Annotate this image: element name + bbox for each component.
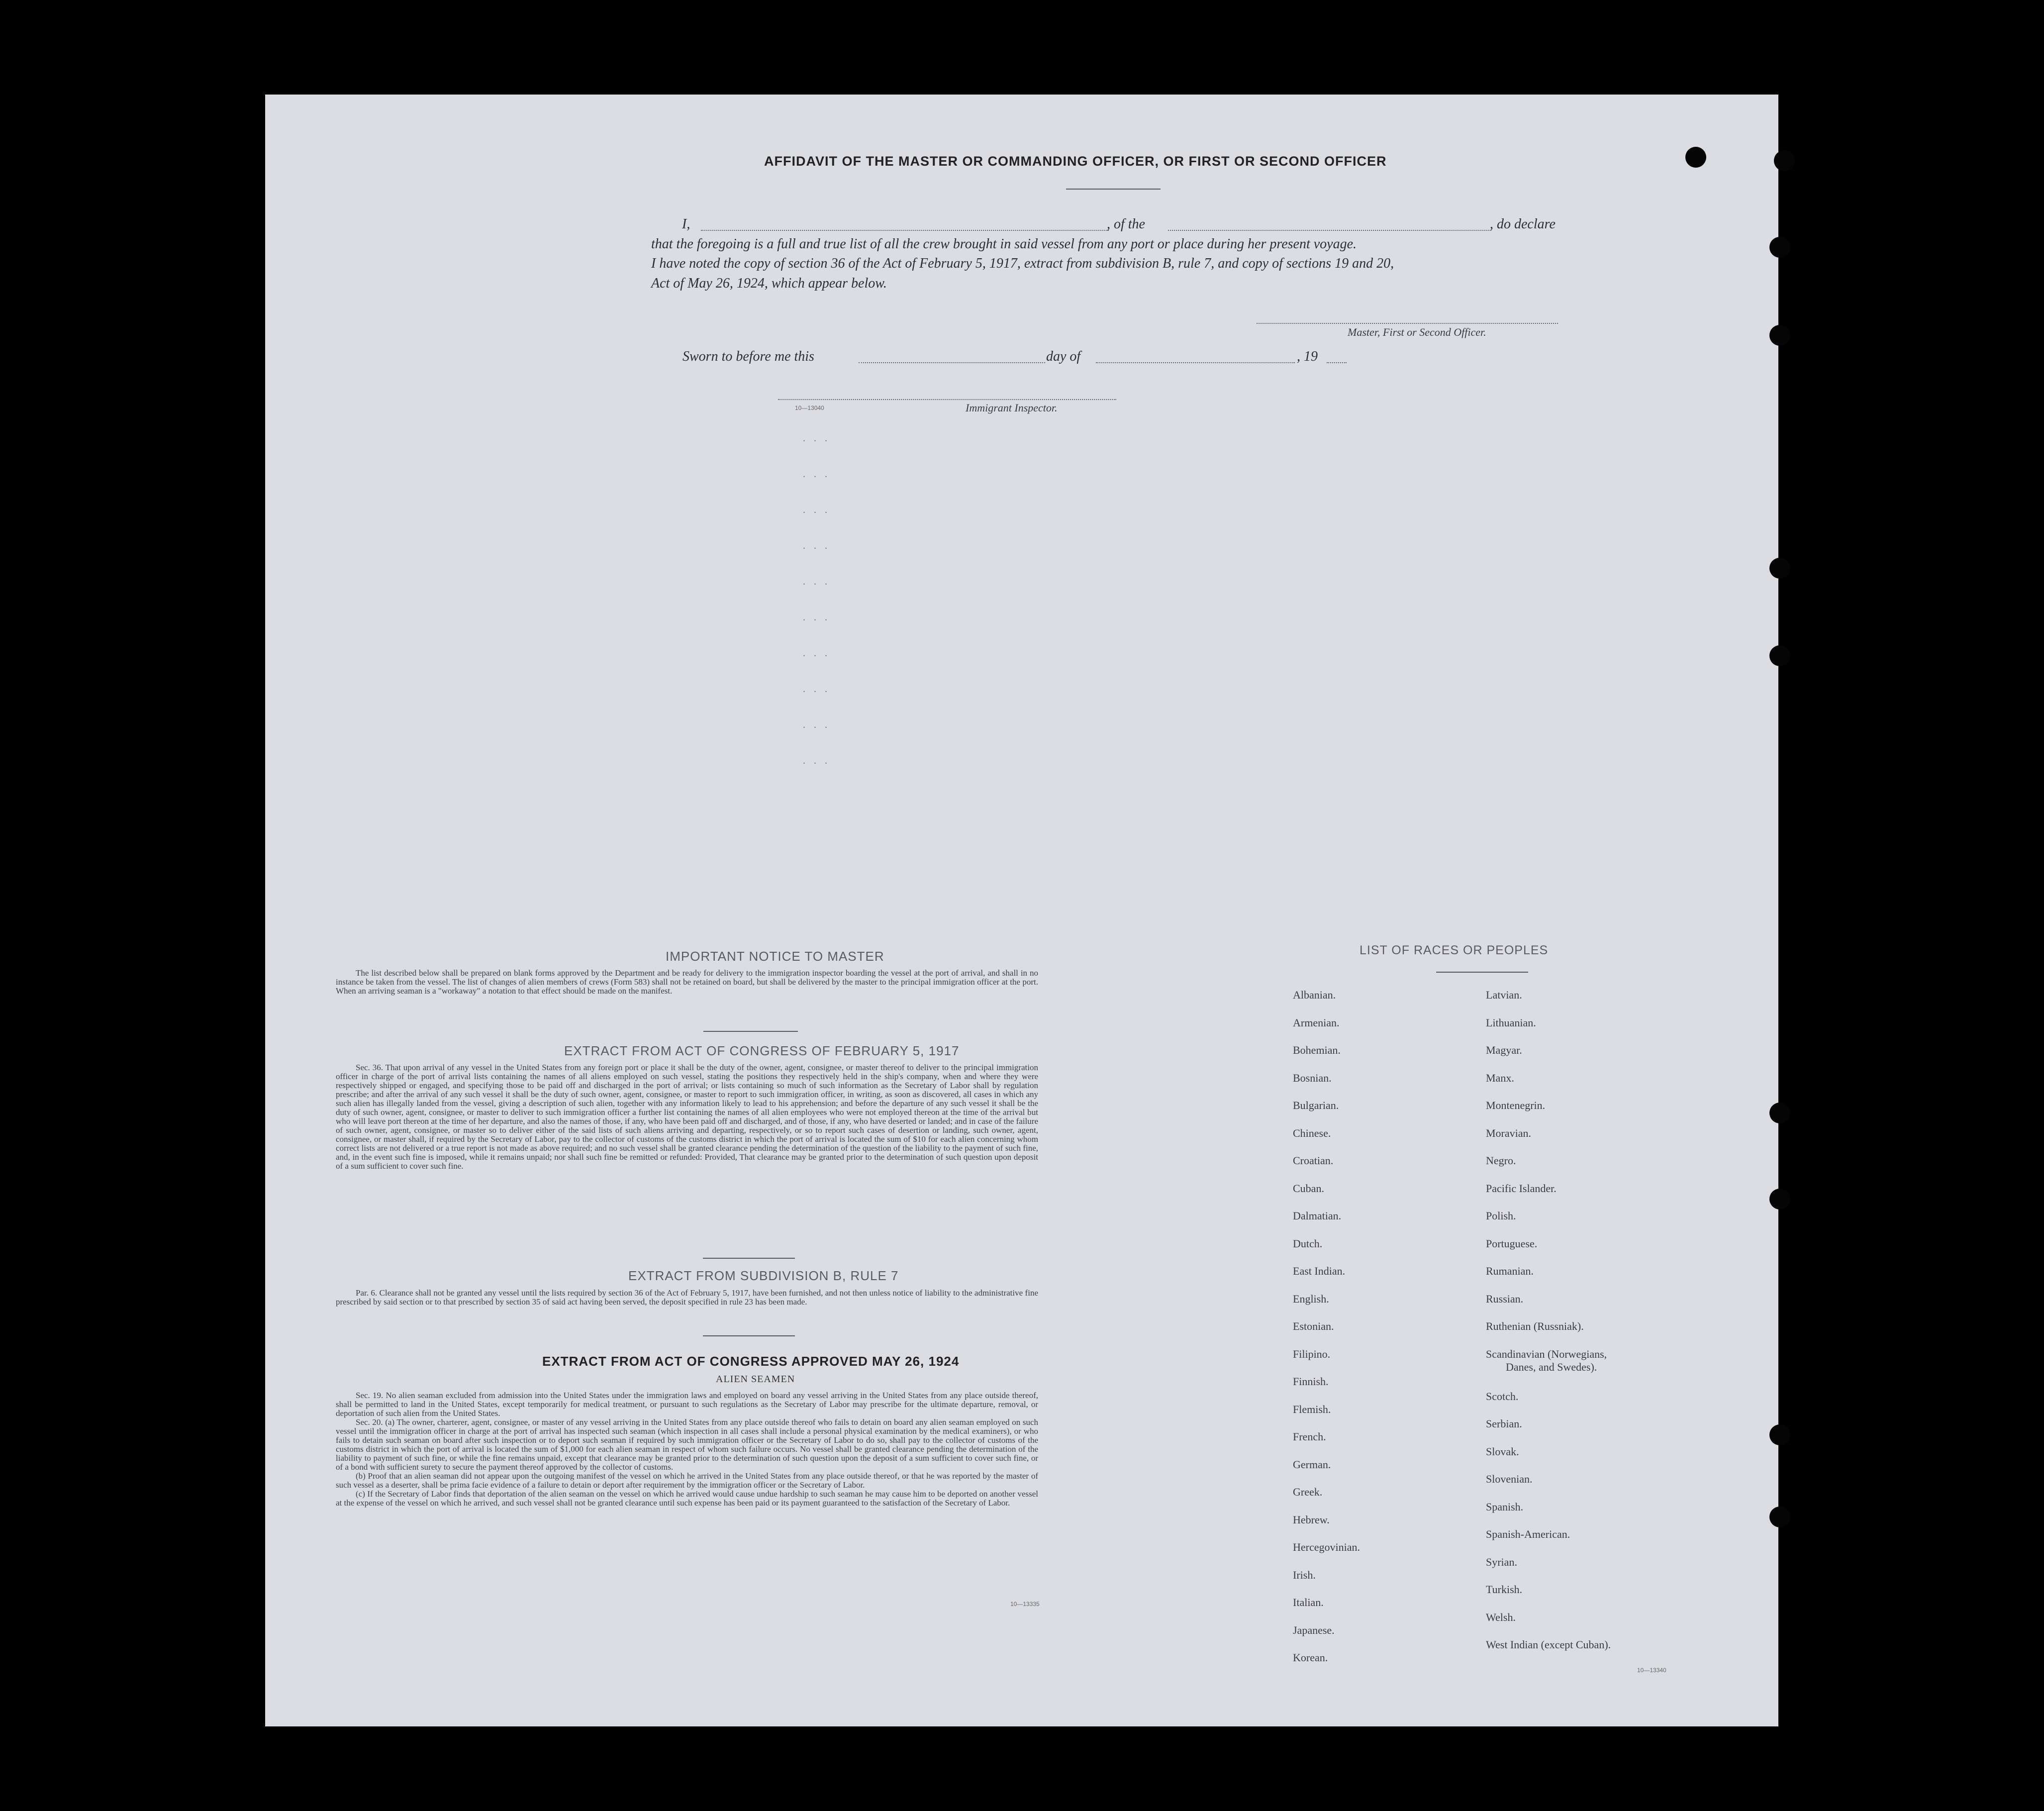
faint-dot-column: . . . . . . . . . . . . . . . . . . . . . . . . . . . . . . (803, 433, 830, 766)
race-item: Russian. (1486, 1292, 1524, 1305)
inspector-label: Immigrant Inspector. (966, 402, 1058, 414)
race-item: Croatian. (1293, 1154, 1334, 1167)
subdivision-b-text (336, 1289, 1038, 1307)
affidavit-title: AFFIDAVIT OF THE MASTER OR COMMANDING OFFICER, OR FIRST OR SECOND OFFICER (764, 154, 1387, 169)
race-item: Bosnian. (1293, 1071, 1332, 1084)
race-item: Portuguese. (1486, 1237, 1538, 1250)
scandinavian-line-1: Scandinavian (Norwegians, (1486, 1347, 1607, 1360)
extract-1917-paragraph: Sec. 36. That upon arrival of any vessel in the United States from any foreign port or place it shall be the duty of the owner, agent, consignee, or master thereof to deliver to the principal immigration officer in charge of the port of arrival lists containing the names of all aliens employed on such vessel, stating the positions they respectively held in the ship's company, when and where they were respectively shipped or engaged, and specifying those to be paid off and discharged in the port of arrival; or lists containing so much of such information as the Secretary of Labor shall by regulation prescribe; and after the arrival of any such vessel it shall be the duty of such owner, agent, consignee, or master to report to such immigration officer, in writing, as soon as discovered, all cases in which any such alien has illegally landed from the vessel, giving a description of such alien, together with any information likely to lead to his apprehension; and before the departure of any such vessel it shall be the duty of such owner, agent, consignee, or master to deliver to such immigration officer a further list containing the names of all alien employees who were not employed thereon at the time of the arrival but who will leave port thereon at the time of her departure, and also the names of those, if any, who have been paid off and discharged, and of those, if any, who have deserted or landed; and in case of the failure of such owner, agent, consignee, or master so to deliver either of the said lists of such aliens arriving and departing, respectively, or so to report such cases of desertion or landing, such owner, agent, consignee, or master shall, if required by the Secretary of Labor, pay to the collector of customs of the customs district in which the port of arrival is located the sum of $10 for each alien concerning whom correct lists are not delivered or a true report is not made as above required; and no such vessel shall be granted clearance pending the determination of the question of the liability to the payment of such fine, and, in the event such fine is imposed, while it remains unpaid; nor shall such fine be remitted or refunded: Provided, That clearance may be granted prior to the determination of such question upon deposit of a sum sufficient to cover such fine. (336, 1063, 1038, 1171)
race-item: Japanese. (1293, 1623, 1335, 1636)
signature-label: Master, First or Second Officer. (1348, 326, 1486, 338)
race-item: Montenegrin. (1486, 1099, 1546, 1111)
race-item: Spanish. (1486, 1500, 1524, 1513)
race-item: Irish. (1293, 1568, 1316, 1581)
form-number-bottom-left: 10—13335 (1010, 1601, 1040, 1608)
sec-20c-paragraph: (c) If the Secretary of Labor finds that deportation of the alien seaman on the vessel on which he arrived would cause undue hardship to such seaman he may cause him to be deported on another vessel at the expense of the vessel on which he arrived, and such vessel shall not be granted clearance until such expense has been paid or its payment guaranteed to the satisfaction of the Secretary of Labor. (336, 1489, 1038, 1508)
punch-hole (1769, 325, 1790, 346)
alien-seamen-subtitle: ALIEN SEAMEN (716, 1374, 795, 1385)
race-item: Spanish-American. (1486, 1528, 1570, 1540)
sworn-text: Sworn to before me this (682, 349, 814, 364)
title-divider (1066, 189, 1161, 190)
race-item: English. (1293, 1292, 1329, 1305)
race-item: Greek. (1293, 1486, 1323, 1498)
race-item: Ruthenian (Russniak). (1486, 1320, 1584, 1332)
punch-hole (1685, 147, 1706, 168)
affidavit-i: I, (682, 216, 690, 232)
race-item: Rumanian. (1486, 1265, 1534, 1277)
extract-1917-divider (703, 1258, 795, 1259)
subdivision-b-paragraph: Par. 6. Clearance shall not be granted any vessel until the lists required by section 36 of the Act of February 5, 1917, have been furnished, and not then unless notice of liability to the administrative fine prescribed by said section or to that prescribed by section 35 of said act having been served, the deposit specified in rule 23 has been made. (336, 1288, 1038, 1307)
punch-hole (1769, 1507, 1790, 1527)
race-item: Pacific Islander. (1486, 1182, 1557, 1195)
race-item: Albanian. (1293, 989, 1336, 1001)
races-column-1 (1293, 989, 1360, 1679)
sworn-year-blank (1327, 362, 1347, 363)
extract-1924-text (336, 1391, 1038, 1508)
affidavit-line-3: I have noted the copy of section 36 of the Act of February 5, 1917, extract from subdivision B, rule 7, and copy of sections 19 and 20, (651, 256, 1394, 271)
race-item: Lithuanian. (1486, 1016, 1536, 1029)
vessel-blank (1168, 230, 1491, 231)
subdivision-b-title: EXTRACT FROM SUBDIVISION B, RULE 7 (628, 1268, 899, 1283)
punch-hole (1769, 558, 1790, 579)
race-item: Serbian. (1486, 1417, 1522, 1430)
name-blank (701, 230, 1109, 231)
race-item: Dalmatian. (1293, 1209, 1342, 1222)
race-item: Latvian. (1486, 989, 1522, 1001)
punch-hole (1774, 150, 1795, 171)
race-item: Syrian. (1486, 1555, 1517, 1568)
race-item: German. (1293, 1458, 1331, 1471)
race-item: Flemish. (1293, 1403, 1331, 1415)
race-item: East Indian. (1293, 1265, 1346, 1277)
punch-hole (1769, 645, 1790, 666)
race-item: Turkish. (1486, 1583, 1523, 1596)
race-item: Polish. (1486, 1209, 1516, 1222)
affidavit-line-4: Act of May 26, 1924, which appear below. (651, 276, 887, 291)
race-item: Negro. (1486, 1154, 1516, 1167)
affidavit-declare: , do declare (1490, 216, 1556, 232)
race-item: Manx. (1486, 1071, 1514, 1084)
sworn-day-of: day of (1046, 349, 1081, 364)
race-item: Slovak. (1486, 1445, 1519, 1458)
sec-19-paragraph: Sec. 19. No alien seaman excluded from admission into the United States under the immigration laws and employed on board any vessel arriving in the United States from any place outside thereof, shall be permitted to land in the United States, except temporarily for medical treatment, or pursuant to such regulations as the Secretary of Labor may prescribe for the ultimate departure, removal, or deportation of such alien from the United States. (336, 1391, 1038, 1418)
subdivision-b-divider (703, 1335, 795, 1336)
race-item: Estonian. (1293, 1320, 1334, 1332)
race-item: Hebrew. (1293, 1513, 1330, 1526)
sworn-day-blank (859, 362, 1045, 363)
document-page (265, 95, 1778, 1726)
race-item: Hercegovinian. (1293, 1541, 1360, 1553)
extract-1924-title: EXTRACT FROM ACT OF CONGRESS APPROVED MAY 26, 1924 (542, 1354, 960, 1369)
race-item: Finnish. (1293, 1375, 1329, 1388)
punch-hole (1769, 1103, 1790, 1123)
race-item: Chinese. (1293, 1126, 1331, 1139)
race-item: Armenian. (1293, 1016, 1340, 1029)
extract-1917-title: EXTRACT FROM ACT OF CONGRESS OF FEBRUARY 5, 1917 (564, 1043, 960, 1058)
notice-paragraph: The list described below shall be prepared on blank forms approved by the Department and be ready for delivery to the immigration inspector boarding the vessel at the port of arrival, and shall in no instance be taken from the vessel. The list of changes of alien members of crews (Form 583) shall not be retained on board, but shall be delivered by the master to the principal immigration officer at the port. When an arriving seaman is a "workaway" a notation to that effect should be made on the manifest. (336, 968, 1038, 996)
affidavit-of-the: , of the (1107, 216, 1145, 232)
race-item: Dutch. (1293, 1237, 1323, 1250)
signature-blank (1257, 323, 1558, 324)
sworn-month-blank (1096, 362, 1295, 363)
extract-1917-text (336, 1063, 1038, 1171)
notice-divider (703, 1031, 798, 1032)
race-item: Slovenian. (1486, 1473, 1533, 1485)
sec-20a-paragraph: Sec. 20. (a) The owner, charterer, agent, consignee, or master of any vessel arriving in the United States from any place outside thereof who fails to detain on board any alien seaman employed on such vessel until the immigration officer in charge at the port of arrival has inspected such seaman (which inspection in all cases shall include a personal physical examination by the medical examiners), or who fails to detain such seaman on board after such inspection or to deport such seaman if required by such immigration officer or the Secretary of Labor to do so, shall pay to the collector of customs of the customs district in which the port of arrival is located the sum of $1,000 for each alien seaman in respect of whom such failure occurs. No vessel shall be granted clearance pending the determination of the liability to payment of such fine, or while the fine remains unpaid, except that clearance may be granted prior to the determination of such question upon the deposit of a sum sufficient to cover such fine, or of a bond with sufficient surety to secure the payment thereof approved by the collector of customs. (336, 1417, 1038, 1472)
sec-20b-paragraph: (b) Proof that an alien seaman did not appear upon the outgoing manifest of the vessel on which he arrived in the United States from any place outside thereof, or that he was reported by the master of such vessel as a deserter, shall be prima facie evidence of a failure to detain or deport after requirement by the immigration officer or the Secretary of Labor. (336, 1471, 1038, 1490)
races-column-2 (1486, 989, 1695, 1666)
notice-title: IMPORTANT NOTICE TO MASTER (666, 949, 884, 964)
punch-hole (1769, 1189, 1790, 1209)
punch-hole (1769, 237, 1790, 258)
race-item: Magyar. (1486, 1044, 1522, 1056)
races-divider (1436, 972, 1528, 973)
race-item: Bohemian. (1293, 1044, 1341, 1056)
race-item: Bulgarian. (1293, 1099, 1339, 1111)
form-number-bottom-right: 10—13340 (1637, 1667, 1666, 1674)
notice-text (336, 969, 1038, 996)
scandinavian-line-2: Danes, and Swedes). (1506, 1360, 1597, 1373)
affidavit-line-2: that the foregoing is a full and true list of all the crew brought in said vessel from any port or place during her present voyage. (651, 236, 1357, 252)
race-item: West Indian (except Cuban). (1486, 1638, 1611, 1651)
sworn-year: , 19 (1297, 349, 1318, 364)
race-item: Welsh. (1486, 1610, 1516, 1623)
race-item: Filipino. (1293, 1347, 1331, 1360)
race-item: Italian. (1293, 1596, 1324, 1609)
race-item: Moravian. (1486, 1126, 1532, 1139)
races-title: LIST OF RACES OR PEOPLES (1360, 943, 1549, 957)
race-item: Korean. (1293, 1651, 1328, 1664)
race-item-scandinavian (1486, 1348, 1695, 1390)
inspector-blank (778, 399, 1116, 400)
race-item: Cuban. (1293, 1182, 1324, 1195)
race-item: French. (1293, 1430, 1326, 1443)
form-number-top: 10—13040 (795, 404, 824, 411)
punch-hole (1769, 1424, 1790, 1445)
race-item: Scotch. (1486, 1390, 1519, 1403)
